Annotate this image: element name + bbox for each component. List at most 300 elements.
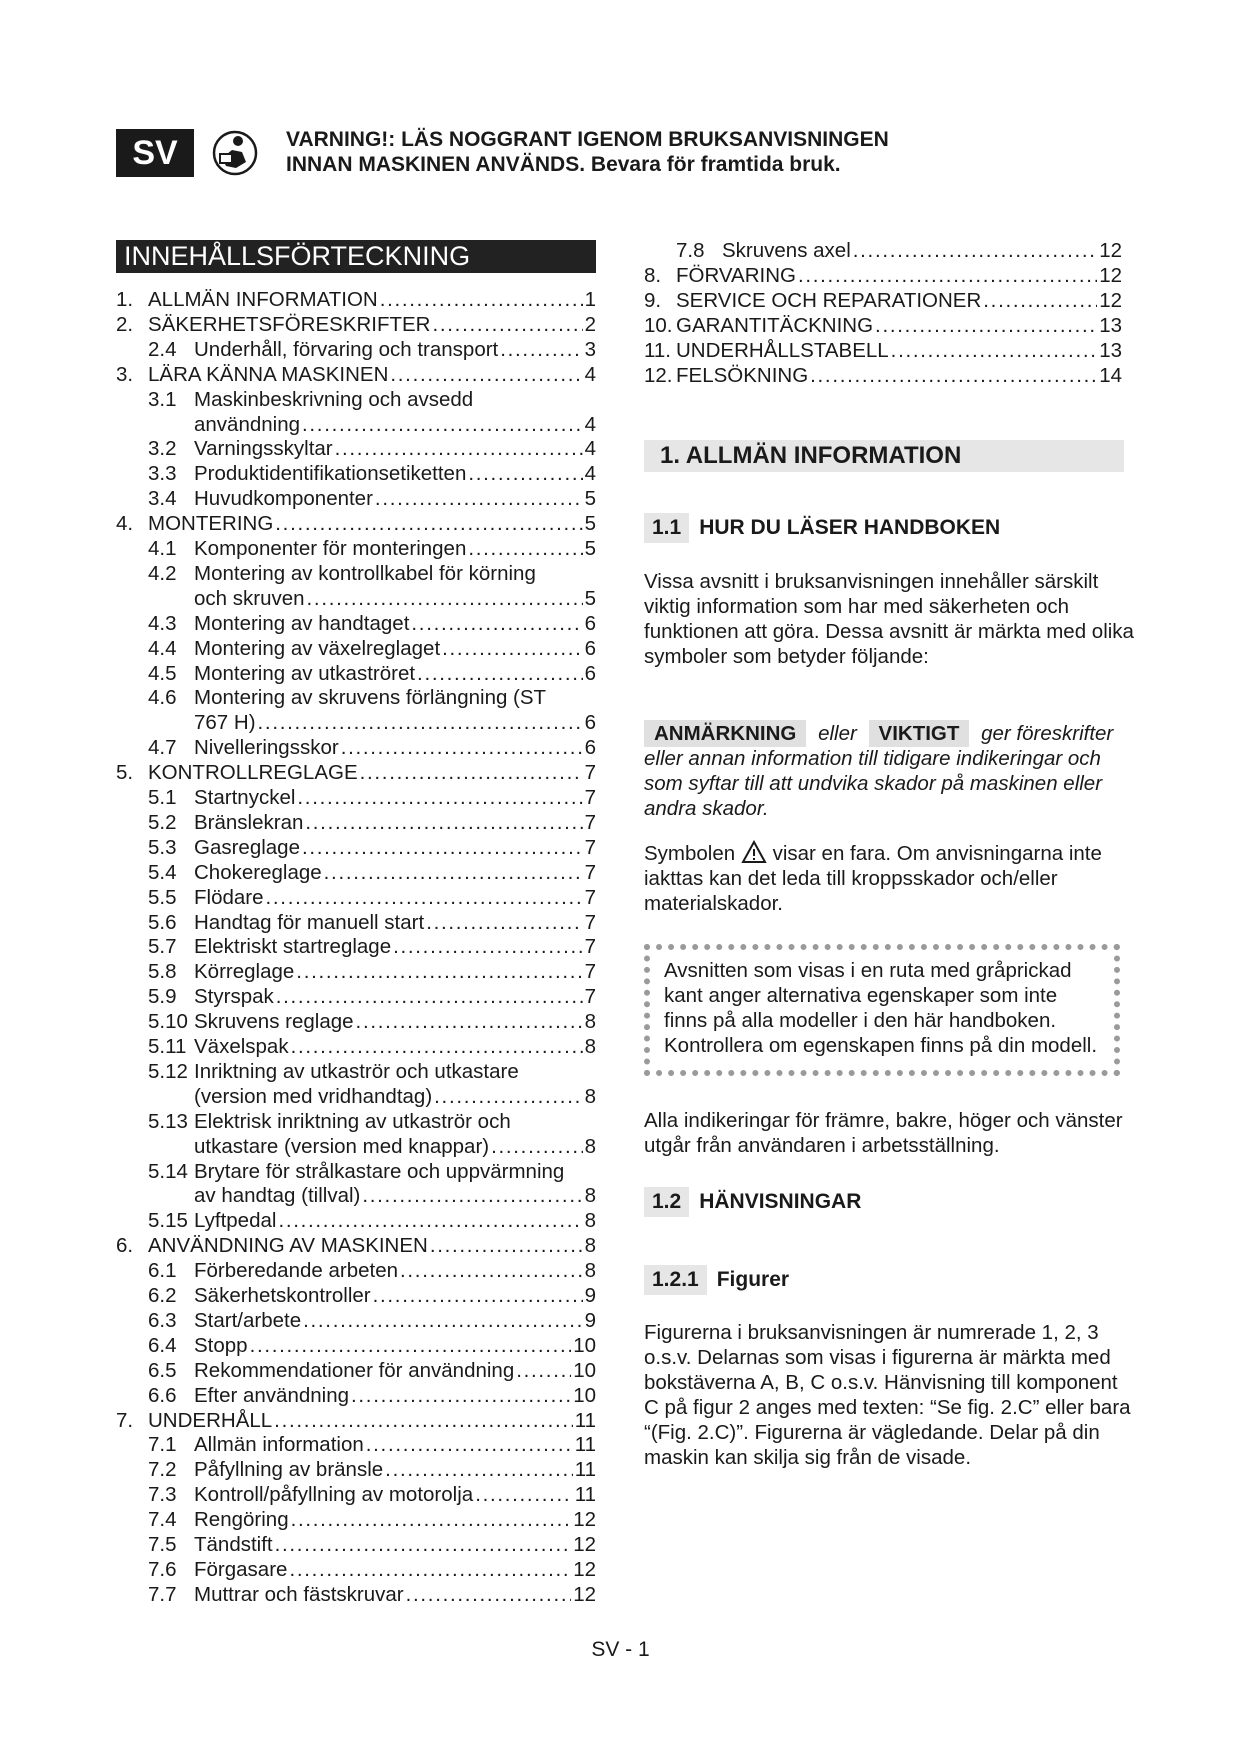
toc-entry xyxy=(148,636,596,661)
toc-entry-title: Förberedande arbeten xyxy=(194,1259,399,1283)
toc-entry-number: 7.7 xyxy=(148,1582,177,1606)
figures-paragraph: Figurerna i bruksanvisningen är numrerade 1, 2, 3 o.s.v. Delarnas som visas i figurerna är märkta med bokstäverna A, B, C o.s.v. Hänvisning till komponent C på figur 2 anges med texten: “Se fig. 2.C” eller bara “(Fig. 2.C)”. Figurerna är vägledande. Delar på din maskin kan skilja sig från de visade. xyxy=(644,1321,1131,1469)
toc-entry-number: 4.4 xyxy=(148,636,177,660)
toc-entry-page: 8 xyxy=(584,1209,596,1233)
toc-dot-leader xyxy=(291,1034,583,1059)
toc-entry-number: 5.12 xyxy=(148,1059,188,1083)
symbol-text: visar en fara. Om anvisningarna inte iakttas kan det leda till kroppsskador och/eller materialskador. xyxy=(644,842,1102,915)
toc-dot-leader xyxy=(276,984,583,1009)
toc-entry-title: Varningsskyltar xyxy=(194,437,333,461)
toc-entry-continuation xyxy=(194,412,596,437)
toc-entry xyxy=(148,1109,596,1134)
toc-entry-page: 7 xyxy=(584,810,596,834)
toc-entry-number: 8. xyxy=(644,263,662,287)
toc-dot-leader xyxy=(362,1183,582,1208)
toc-entry-page: 4 xyxy=(584,462,596,486)
symbol-pre: Symbolen xyxy=(644,842,736,865)
toc-entry xyxy=(148,436,596,461)
warning-line-1: VARNING!: LÄS NOGGRANT IGENOM BRUKSANVISNINGEN xyxy=(286,128,889,151)
directions-paragraph: Alla indikeringar för främre, bakre, höger och vänster utgår från användaren i arbetsställning. xyxy=(644,1109,1123,1157)
toc-entry-title: UNDERHÅLLSTABELL xyxy=(676,338,889,362)
toc-entry-number: 5.15 xyxy=(148,1209,188,1233)
toc-entry-number: 7.4 xyxy=(148,1508,177,1532)
toc-dot-leader xyxy=(411,611,582,636)
toc-entry xyxy=(116,362,596,387)
toc-entry-page: 9 xyxy=(584,1284,596,1307)
toc-dot-leader xyxy=(891,338,1098,363)
toc-entry-title: Flödare xyxy=(194,885,264,909)
toc-entry-title: Montering av växelreglaget xyxy=(194,636,441,660)
warning-triangle-icon xyxy=(741,840,767,864)
toc-entry-number: 7.8 xyxy=(676,239,705,262)
toc-dot-leader xyxy=(393,934,582,959)
toc-entry-number: 5.14 xyxy=(148,1159,188,1183)
toc-entry-page: 8 xyxy=(584,1035,596,1058)
toc-entry-page: 7 xyxy=(584,985,596,1009)
toc-entry-number: 5.9 xyxy=(148,985,177,1009)
toc-entry-continuation xyxy=(194,710,596,735)
toc-entry-page: 5 xyxy=(584,487,596,511)
toc-dot-leader xyxy=(296,959,582,984)
toc-entry-number: 2. xyxy=(116,312,134,336)
toc-entry xyxy=(148,959,596,984)
toc-entry-title: Produktidentifikationsetiketten xyxy=(194,462,467,486)
toc-entry-page: 2 xyxy=(584,312,596,336)
toc-entry-number: 4.7 xyxy=(148,736,177,760)
toc-entry-title-cont: användning xyxy=(194,412,301,436)
toc-entry-title: Skruvens reglage xyxy=(194,1010,354,1034)
toc-entry-title: Tändstift xyxy=(194,1533,273,1556)
toc-entry-number: 5.3 xyxy=(148,835,177,859)
toc-entry xyxy=(644,263,1122,288)
toc-entry-title: Montering av handtaget xyxy=(194,611,410,635)
toc-entry-page: 3 xyxy=(584,337,596,361)
toc-entry-number: 7.6 xyxy=(148,1557,177,1581)
toc-entry-title: Start/arbete xyxy=(194,1308,302,1332)
toc-entry-page: 5 xyxy=(584,586,596,610)
toc-dot-leader xyxy=(426,910,582,935)
section-1-2-title: HÄNVISNINGAR xyxy=(699,1190,862,1213)
toc-entry-title: Elektrisk inriktning av utkaströr och xyxy=(194,1109,511,1133)
toc-entry-title: Lyftpedal xyxy=(194,1209,277,1233)
toc-dot-leader xyxy=(302,412,583,437)
toc-entry xyxy=(148,910,596,935)
toc-dot-leader xyxy=(291,1507,572,1532)
toc-entry-page: 12 xyxy=(573,1557,596,1581)
toc-dot-leader xyxy=(250,1333,572,1358)
toc-dot-leader xyxy=(274,1408,573,1433)
toc-entry xyxy=(116,1233,596,1258)
toc-entry-title: Startnyckel xyxy=(194,786,296,809)
toc-entry xyxy=(148,611,596,636)
toc-entry-title: UNDERHÅLL xyxy=(148,1408,273,1432)
toc-entry-page: 12 xyxy=(1099,288,1122,312)
toc-entry-title: Kontroll/påfyllning av motorolja xyxy=(194,1483,474,1507)
toc-heading: INNEHÅLLSFÖRTECKNING xyxy=(116,240,596,273)
toc-entry xyxy=(148,1507,596,1532)
toc-dot-leader xyxy=(430,1233,583,1258)
toc-entry-number: 3.3 xyxy=(148,462,177,486)
toc-entry xyxy=(148,486,596,511)
toc-entry xyxy=(644,363,1122,388)
toc-entry-number: 4.1 xyxy=(148,537,177,560)
section-1-2-heading xyxy=(644,1187,861,1217)
toc-dot-leader xyxy=(491,1134,582,1159)
toc-entry xyxy=(148,1358,596,1383)
toc-entry-title: ANVÄNDNING AV MASKINEN xyxy=(148,1234,428,1258)
toc-dot-leader xyxy=(390,362,582,387)
section-1-2-1-heading xyxy=(644,1265,789,1295)
toc-entry-title: MONTERING xyxy=(148,512,274,536)
toc-entry-number: 6. xyxy=(116,1234,134,1258)
section-1-2-1-title: Figurer xyxy=(716,1268,790,1291)
toc-dot-leader xyxy=(468,536,582,561)
toc-dot-leader xyxy=(983,288,1097,313)
toc-entry-continuation xyxy=(194,1134,596,1159)
toc-dot-leader xyxy=(373,1283,583,1308)
toc-entry-page: 7 xyxy=(584,761,596,785)
note-text: föreskrifter eller annan information till tidigare indikeringar och som syftar till att undvika skador på maskinen eller andra skador. xyxy=(644,722,1114,820)
toc-entry-page: 8 xyxy=(584,1184,596,1208)
toc-entry-page: 7 xyxy=(584,835,596,859)
toc-entry-number: 4.2 xyxy=(148,561,177,585)
toc-entry-title: Rengöring xyxy=(194,1508,289,1532)
toc-entry-title: Inriktning av utkaströr och utkastare xyxy=(194,1059,519,1083)
toc-entry-number: 5.11 xyxy=(148,1035,187,1058)
toc-dot-leader xyxy=(366,1432,573,1457)
toc-entry xyxy=(148,1258,596,1283)
toc-entry-page: 11 xyxy=(574,1483,596,1507)
toc-entry xyxy=(148,1432,596,1457)
toc-entry-title: Underhåll, förvaring och transport xyxy=(194,337,499,361)
toc-entry-page: 10 xyxy=(573,1333,596,1357)
toc-entry-title: Brytare för strålkastare och uppvärmning xyxy=(194,1159,565,1183)
toc-entry-title: SÄKERHETSFÖRESKRIFTER xyxy=(148,312,431,336)
warning-text xyxy=(286,127,889,177)
warning-line-2: INNAN MASKINEN ANVÄNDS. Bevara för framtida bruk. xyxy=(286,153,841,176)
language-badge: SV xyxy=(116,129,194,177)
toc-entry-page: 4 xyxy=(584,362,596,386)
toc-entry-title: Montering av utkaströret xyxy=(194,661,416,685)
toc-entry-page: 8 xyxy=(584,1234,596,1258)
toc-entry xyxy=(644,313,1122,338)
toc-dot-leader xyxy=(266,885,583,910)
toc-entry-title: Efter användning xyxy=(194,1383,350,1407)
toc-entry-number: 5. xyxy=(116,761,134,785)
toc-dot-leader xyxy=(500,337,582,362)
toc-entry-number: 5.10 xyxy=(148,1010,188,1034)
toc-entry-title-cont: utkastare (version med knappar) xyxy=(194,1134,490,1158)
toc-entry-page: 12 xyxy=(573,1508,596,1532)
toc-entry-number: 6.4 xyxy=(148,1333,177,1357)
toc-entry-number: 6.3 xyxy=(148,1308,177,1332)
toc-entry-title: Påfyllning av bränsle xyxy=(194,1458,384,1482)
toc-entry-page: 8 xyxy=(584,1134,596,1158)
toc-dot-leader xyxy=(356,1009,583,1034)
toc-entry xyxy=(148,1009,596,1034)
toc-dot-leader xyxy=(385,1457,573,1482)
toc-entry-title: Växelspak xyxy=(194,1035,289,1058)
toc-dot-leader xyxy=(516,1358,571,1383)
intro-paragraph: Vissa avsnitt i bruksanvisningen innehåller särskilt viktig information som har med säkerheten och funktionen att göra. Dessa avsnitt är märkta med olika symboler som betyder följande: xyxy=(644,570,1134,668)
toc-entry xyxy=(148,561,596,586)
toc-dot-leader xyxy=(335,436,583,461)
toc-entry xyxy=(148,1159,596,1184)
toc-dot-leader xyxy=(400,1258,583,1283)
toc-entry-title-cont: (version med vridhandtag) xyxy=(194,1084,433,1108)
toc-entry-number: 5.13 xyxy=(148,1109,188,1133)
toc-entry-page: 7 xyxy=(584,960,596,984)
toc-entry-number: 7.1 xyxy=(148,1433,177,1457)
toc-entry-page: 4 xyxy=(584,412,596,436)
toc-entry-continuation xyxy=(194,586,596,611)
toc-entry xyxy=(148,735,596,760)
toc-dot-leader xyxy=(798,263,1097,288)
toc-entry xyxy=(116,760,596,785)
section-1-1-number: 1.1 xyxy=(644,513,689,543)
toc-entry-number: 5.7 xyxy=(148,935,177,959)
toc-dot-leader xyxy=(258,710,583,735)
toc-entry-page: 8 xyxy=(584,1010,596,1034)
toc-entry-page: 12 xyxy=(573,1582,596,1606)
toc-entry-title: Muttrar och fästskruvar xyxy=(194,1582,404,1606)
toc-dot-leader xyxy=(275,511,582,536)
toc-entry-title: ALLMÄN INFORMATION xyxy=(148,288,378,311)
toc-entry-page: 8 xyxy=(584,1084,596,1108)
toc-entry xyxy=(148,1034,596,1059)
toc-entry-title: Styrspak xyxy=(194,985,274,1009)
toc-entry-title: LÄRA KÄNNA MASKINEN xyxy=(148,362,389,386)
toc-entry xyxy=(148,835,596,860)
toc-entry xyxy=(148,387,596,412)
toc-entry xyxy=(676,238,1122,263)
toc-entry-title: Nivelleringsskor xyxy=(194,736,339,760)
optional-features-text: Avsnitten som visas i en ruta med gråprickad kant anger alternativa egenskaper som inte finns på alla modeller i den här handboken. Kontrollera om egenskapen finns på din modell. xyxy=(664,959,1098,1057)
toc-entry xyxy=(148,885,596,910)
symbol-paragraph xyxy=(644,840,1134,916)
toc-entry-page: 1 xyxy=(584,288,596,311)
toc-dot-leader xyxy=(468,461,582,486)
toc-entry-page: 13 xyxy=(1099,338,1122,362)
toc-entry-number: 10. xyxy=(644,313,673,337)
toc-entry xyxy=(148,1333,596,1358)
toc-entry-page: 6 xyxy=(584,736,596,760)
toc-dot-leader xyxy=(305,810,582,835)
toc-entry xyxy=(148,1208,596,1233)
section-1-1-title: HUR DU LÄSER HANDBOKEN xyxy=(699,516,1001,539)
note-tag-viktigt: VIKTIGT xyxy=(869,720,970,747)
toc-entry xyxy=(148,1283,596,1308)
toc-entry-number: 4. xyxy=(116,512,134,536)
toc-entry xyxy=(148,536,596,561)
toc-dot-leader xyxy=(380,287,583,312)
read-manual-icon xyxy=(212,128,258,178)
toc-entry-page: 12 xyxy=(1099,239,1122,262)
toc-entry-page: 5 xyxy=(584,512,596,536)
toc-entry xyxy=(148,1059,596,1084)
toc-entry-number: 3.2 xyxy=(148,437,177,461)
toc-entry-title: Maskinbeskrivning och avsedd xyxy=(194,387,474,411)
toc-entry-title: Chokereglage xyxy=(194,860,322,884)
note-or: eller xyxy=(818,722,857,745)
toc-entry-number: 9. xyxy=(644,288,662,312)
toc-entry-page: 5 xyxy=(584,537,596,560)
toc-entry xyxy=(148,1582,596,1607)
toc-entry-number: 6.5 xyxy=(148,1358,177,1382)
toc-entry-number: 11. xyxy=(644,338,671,362)
toc-dot-leader xyxy=(442,636,582,661)
toc-entry-number: 6.6 xyxy=(148,1383,177,1407)
toc-entry-title: Komponenter för monteringen xyxy=(194,537,467,560)
toc-entry xyxy=(148,810,596,835)
toc-entry-number: 3.4 xyxy=(148,487,177,511)
toc-entry-number: 5.4 xyxy=(148,860,177,884)
toc-entry xyxy=(148,661,596,686)
toc-entry-continuation xyxy=(194,1183,596,1208)
toc-dot-leader xyxy=(375,486,583,511)
toc-entry-page: 7 xyxy=(584,860,596,884)
toc-dot-leader xyxy=(278,1208,582,1233)
toc-entry-title: FELSÖKNING xyxy=(676,363,809,387)
section-1-2-number: 1.2 xyxy=(644,1187,689,1217)
section-1-2-1-number: 1.2.1 xyxy=(644,1265,707,1295)
toc-dot-leader xyxy=(289,1557,571,1582)
toc-entry-page: 7 xyxy=(584,910,596,934)
toc-entry xyxy=(148,785,596,810)
toc-entry-number: 1. xyxy=(116,288,134,311)
toc-entry xyxy=(148,1308,596,1333)
note-tag-anmarkning: ANMÄRKNING xyxy=(644,720,806,747)
toc-entry-number: 2.4 xyxy=(148,337,177,361)
toc-dot-leader xyxy=(303,1308,582,1333)
toc-entry-page: 12 xyxy=(573,1533,596,1556)
toc-entry-continuation xyxy=(194,1084,596,1109)
toc-entry-number: 6.1 xyxy=(148,1259,177,1283)
toc-dot-leader xyxy=(475,1482,573,1507)
toc-entry-title-cont: och skruven xyxy=(194,586,305,610)
toc-entry-page: 4 xyxy=(584,437,596,461)
toc-entry-number: 7. xyxy=(116,1408,134,1432)
toc-entry-number: 7.5 xyxy=(148,1533,177,1556)
toc-entry-number: 5.1 xyxy=(148,786,177,809)
toc-dot-leader xyxy=(302,835,583,860)
toc-entry-page: 6 xyxy=(584,661,596,685)
note-ger: ger xyxy=(981,722,1011,745)
toc-entry-title: Huvudkomponenter xyxy=(194,487,373,511)
toc-entry-number: 6.2 xyxy=(148,1284,177,1307)
toc-entry-number: 5.2 xyxy=(148,810,177,834)
toc-dot-leader xyxy=(875,313,1097,338)
toc-entry xyxy=(116,312,596,337)
toc-dot-leader xyxy=(297,785,582,810)
toc-entry-page: 12 xyxy=(1099,263,1122,287)
toc-entry xyxy=(148,337,596,362)
toc-entry-page: 11 xyxy=(574,1433,596,1457)
toc-entry-page: 14 xyxy=(1099,363,1122,387)
toc-entry-title-cont: 767 H) xyxy=(194,711,256,735)
section-1-title: 1. ALLMÄN INFORMATION xyxy=(644,440,1124,472)
toc-entry-title: Handtag för manuell start xyxy=(194,910,425,934)
toc-entry-number: 5.8 xyxy=(148,960,177,984)
toc-dot-leader xyxy=(406,1582,572,1607)
toc-entry-page: 8 xyxy=(584,1259,596,1283)
toc-entry-title: Elektriskt startreglage xyxy=(194,935,392,959)
page-number: SV - 1 xyxy=(591,1638,650,1661)
toc-entry-number: 12. xyxy=(644,363,673,387)
toc-entry-number: 7.3 xyxy=(148,1483,177,1507)
toc-entry-title: Montering av kontrollkabel för körning xyxy=(194,561,536,585)
toc-entry xyxy=(148,1383,596,1408)
toc-entry-page: 11 xyxy=(574,1408,596,1432)
toc-entry-title: Rekommendationer för användning xyxy=(194,1358,515,1382)
toc-entry-title: Säkerhetskontroller xyxy=(194,1284,371,1307)
toc-dot-leader xyxy=(417,661,583,686)
toc-entry-page: 7 xyxy=(584,885,596,909)
toc-entry-title: Allmän information xyxy=(194,1433,364,1457)
toc-entry xyxy=(148,461,596,486)
toc-dot-leader xyxy=(360,760,583,785)
toc-entry xyxy=(148,984,596,1009)
toc-entry xyxy=(148,934,596,959)
toc-entry-title: Montering av skruvens förlängning (ST xyxy=(194,686,547,710)
toc-entry-title-cont: av handtag (tillval) xyxy=(194,1184,361,1208)
toc-entry xyxy=(644,288,1122,313)
toc-entry xyxy=(116,287,596,312)
toc-entry-title: Körreglage xyxy=(194,960,295,984)
toc-entry xyxy=(148,1557,596,1582)
toc-entry xyxy=(148,1457,596,1482)
toc-entry-page: 11 xyxy=(574,1458,596,1482)
toc-entry-number: 7.2 xyxy=(148,1458,177,1482)
toc-dot-leader xyxy=(810,363,1097,388)
toc-entry-title: GARANTITÄCKNING xyxy=(676,313,874,337)
toc-entry-title: SERVICE OCH REPARATIONER xyxy=(676,288,982,312)
toc-entry-number: 3. xyxy=(116,362,134,386)
toc-dot-leader xyxy=(307,586,583,611)
toc-entry-number: 4.3 xyxy=(148,611,177,635)
note-paragraph xyxy=(644,721,1134,821)
toc-entry-page: 9 xyxy=(584,1308,596,1332)
toc-entry-page: 6 xyxy=(584,636,596,660)
toc-entry-title: Skruvens axel xyxy=(722,239,851,262)
toc-dot-leader xyxy=(275,1532,572,1557)
toc-entry-page: 10 xyxy=(573,1383,596,1407)
toc-entry xyxy=(148,1482,596,1507)
toc-entry xyxy=(116,511,596,536)
toc-entry xyxy=(148,685,596,710)
toc-entry-title: Bränslekran xyxy=(194,810,304,834)
toc-entry-title: Gasreglage xyxy=(194,835,300,859)
toc-dot-leader xyxy=(341,735,583,760)
toc-entry-title: Stopp xyxy=(194,1333,248,1357)
toc-entry-number: 5.5 xyxy=(148,885,177,909)
toc-dot-leader xyxy=(433,312,583,337)
toc-entry-number: 4.6 xyxy=(148,686,177,710)
toc-dot-leader xyxy=(324,860,583,885)
toc-entry-page: 6 xyxy=(584,711,596,735)
toc-entry xyxy=(148,1532,596,1557)
toc-entry xyxy=(116,1408,596,1433)
toc-entry xyxy=(644,338,1122,363)
toc-entry-page: 6 xyxy=(584,611,596,635)
toc-entry-page: 10 xyxy=(573,1358,596,1382)
toc-entry-number: 4.5 xyxy=(148,661,177,685)
toc-entry xyxy=(148,860,596,885)
toc-entry-page: 13 xyxy=(1099,313,1122,337)
toc-entry-number: 3.1 xyxy=(148,387,177,411)
toc-dot-leader xyxy=(351,1383,571,1408)
toc-entry-page: 7 xyxy=(584,786,596,809)
